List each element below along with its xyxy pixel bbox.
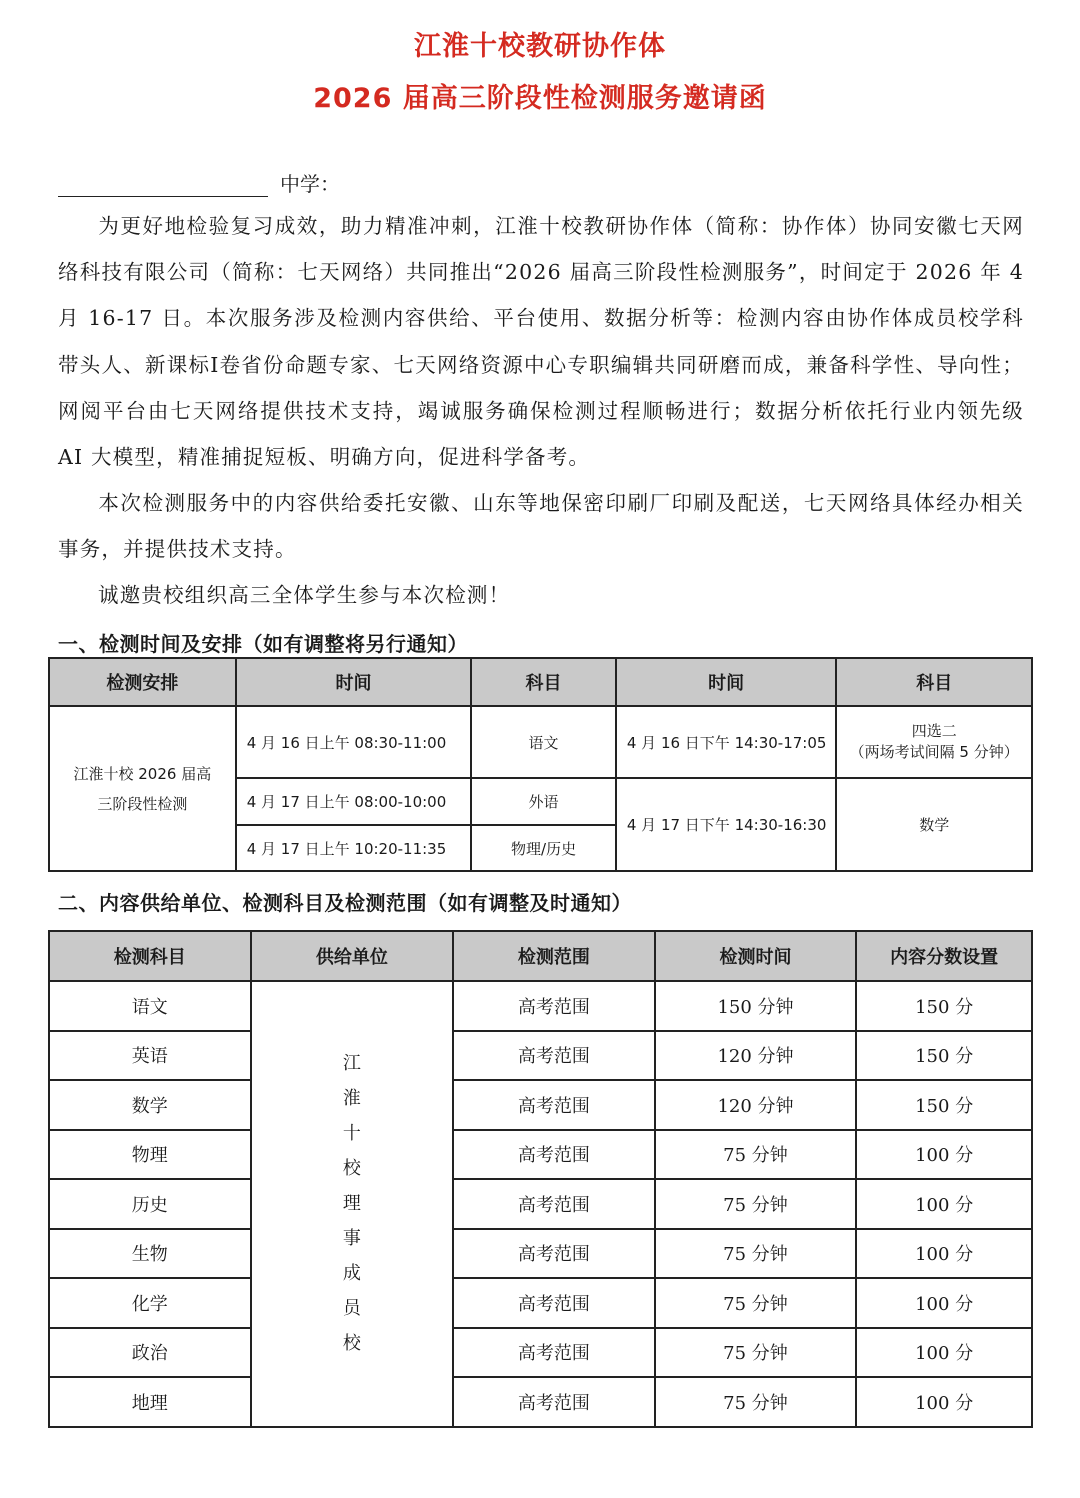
- paragraph-printing-text: 本次检测服务中的内容供给委托安徽、山东等地保密印刷厂印刷及配送，七天网络具体经办相关事务，并提供技术支持。: [58, 491, 1024, 562]
- schedule-time: 4 月 17 日上午 10:20-11:35: [236, 825, 472, 871]
- subject-name: 数学: [49, 1080, 251, 1130]
- subject-time: 75 分钟: [655, 1179, 857, 1229]
- schedule-row: [49, 706, 1032, 778]
- subject-header: 检测时间: [655, 931, 857, 981]
- subject-time: 120 分钟: [655, 1080, 857, 1130]
- schedule-subject: 数学: [836, 778, 1032, 871]
- subject-name: 语文: [49, 981, 251, 1031]
- table-row: [49, 1080, 1032, 1130]
- subject-scope: 高考范围: [453, 1278, 655, 1328]
- subject-scope: 高考范围: [453, 1080, 655, 1130]
- doc-title-line1: 江淮十校教研协作体: [414, 31, 666, 62]
- schedule-header: 时间: [236, 658, 472, 706]
- schedule-time: 4 月 17 日下午 14:30-16:30: [616, 778, 837, 871]
- subject-name: 化学: [49, 1278, 251, 1328]
- schedule-header: 科目: [836, 658, 1032, 706]
- schedule-table: [48, 657, 1033, 872]
- table-row: [49, 1229, 1032, 1279]
- subject-time: 150 分钟: [655, 981, 857, 1031]
- arrangement-cell: 江淮十校 2026 届高三阶段性检测: [49, 706, 236, 871]
- subject-scope: 高考范围: [453, 1031, 655, 1081]
- subject-scope: 高考范围: [453, 1377, 655, 1427]
- subject-header-row: [49, 931, 1032, 981]
- subject-table: [48, 930, 1033, 1428]
- school-name-blank: [58, 175, 268, 197]
- section1-heading: 一、检测时间及安排（如有调整将另行通知）: [58, 632, 468, 656]
- supplier-char: 校: [342, 1333, 361, 1355]
- subject-scope: 高考范围: [453, 1179, 655, 1229]
- table-row: [49, 1328, 1032, 1378]
- table-row: [49, 1278, 1032, 1328]
- subject-score: 100 分: [856, 1328, 1032, 1378]
- schedule-header: 科目: [471, 658, 616, 706]
- subject-name: 地理: [49, 1377, 251, 1427]
- supplier-char: 事: [342, 1228, 361, 1250]
- supplier-char: 校: [342, 1158, 361, 1180]
- subject-scope: 高考范围: [453, 1229, 655, 1279]
- supplier-cell: [251, 981, 454, 1427]
- subject-header: 内容分数设置: [856, 931, 1032, 981]
- schedule-subject: 外语: [471, 778, 616, 825]
- subject-scope: 高考范围: [453, 981, 655, 1031]
- schedule-subject-line2: （两场考试间隔 5 分钟）: [849, 743, 1019, 761]
- subject-scope: 高考范围: [453, 1130, 655, 1180]
- supplier-char: 淮: [342, 1088, 361, 1110]
- supplier-char: 江: [342, 1053, 361, 1075]
- paragraph-printing: [58, 480, 1024, 572]
- subject-score: 100 分: [856, 1377, 1032, 1427]
- schedule-time: 4 月 17 日上午 08:00-10:00: [236, 778, 472, 825]
- subject-name: 政治: [49, 1328, 251, 1378]
- schedule-subject: 物理/历史: [471, 825, 616, 871]
- subject-scope: 高考范围: [453, 1328, 655, 1378]
- table-row: [49, 1031, 1032, 1081]
- table-row: [49, 1179, 1032, 1229]
- table-row: [49, 1377, 1032, 1427]
- schedule-header: 时间: [616, 658, 837, 706]
- subject-time: 75 分钟: [655, 1377, 857, 1427]
- schedule-header: 检测安排: [49, 658, 236, 706]
- subject-score: 100 分: [856, 1229, 1032, 1279]
- subject-score: 150 分: [856, 981, 1032, 1031]
- subject-time: 75 分钟: [655, 1229, 857, 1279]
- schedule-subject: 语文: [471, 706, 616, 778]
- schedule-header-row: [49, 658, 1032, 706]
- schedule-subject-line1: 四选二: [911, 722, 957, 740]
- subject-header: 检测范围: [453, 931, 655, 981]
- salutation: [58, 168, 340, 197]
- subject-name: 生物: [49, 1229, 251, 1279]
- paragraph-intro: [58, 203, 1024, 480]
- subject-score: 150 分: [856, 1080, 1032, 1130]
- schedule-time: 4 月 16 日下午 14:30-17:05: [616, 706, 837, 778]
- paragraph-intro-text: 为更好地检验复习成效，助力精准冲刺，江淮十校教研协作体（简称：协作体）协同安徽七天网络科技有限公司（简称：七天网络）共同推出“2026 届高三阶段性检测服务”，时间定于 2026 年 4 月 16-17 日。本次服务涉及检测内容供给、平台使用、数据分析等：检测内容由协作体成员校学科带头人、新课标Ⅰ卷省份命题专家、七天网络资源中心专职编辑共同研磨而成，兼备科学性、导向性；网阅平台由七天网络提供技术支持，竭诚服务确保检测过程顺畅进行；数据分析依托行业内领先级 AI 大模型，精准捕捉短板、明确方向，促进科学备考。: [58, 214, 1024, 470]
- subject-time: 120 分钟: [655, 1031, 857, 1081]
- table-row: [49, 1130, 1032, 1180]
- subject-score: 100 分: [856, 1278, 1032, 1328]
- paragraph-invite-text: 诚邀贵校组织高三全体学生参与本次检测！: [98, 583, 511, 607]
- section2-heading: 二、内容供给单位、检测科目及检测范围（如有调整及时通知）: [58, 891, 632, 915]
- supplier-char: 员: [342, 1298, 361, 1320]
- supplier-char: 十: [342, 1123, 361, 1145]
- table-row: [49, 981, 1032, 1031]
- subject-score: 150 分: [856, 1031, 1032, 1081]
- subject-time: 75 分钟: [655, 1278, 857, 1328]
- supplier-char: 理: [342, 1193, 361, 1215]
- supplier-char: 成: [342, 1263, 361, 1285]
- subject-header: 检测科目: [49, 931, 251, 981]
- subject-name: 物理: [49, 1130, 251, 1180]
- paragraph-invite: [58, 572, 1024, 618]
- schedule-subject: [836, 706, 1032, 778]
- subject-name: 历史: [49, 1179, 251, 1229]
- subject-score: 100 分: [856, 1130, 1032, 1180]
- doc-title-line2: 2026 届高三阶段性检测服务邀请函: [313, 83, 767, 114]
- subject-time: 75 分钟: [655, 1328, 857, 1378]
- subject-score: 100 分: [856, 1179, 1032, 1229]
- salutation-text: 中学：: [280, 172, 340, 196]
- subject-time: 75 分钟: [655, 1130, 857, 1180]
- subject-header: 供给单位: [251, 931, 454, 981]
- subject-name: 英语: [49, 1031, 251, 1081]
- schedule-time: 4 月 16 日上午 08:30-11:00: [236, 706, 472, 778]
